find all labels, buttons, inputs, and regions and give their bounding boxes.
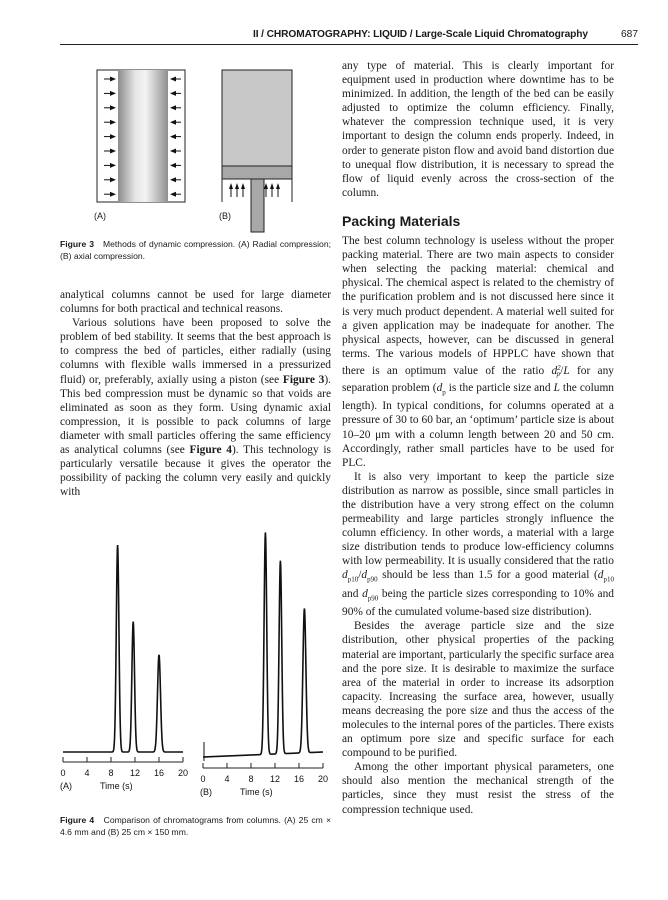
left-paragraph-2 [60,316,331,499]
x-tick-label: 16 [293,774,305,784]
figure-3-caption-label: Figure 3 [60,239,95,249]
figure-4-caption-text: Comparison of chromatograms from columns. (A) 25 cm × 4.6 mm and (B) 25 cm × 150 mm. [60,815,331,837]
chromatogram-panel-b [200,532,328,797]
x-tick-label: 12 [129,768,141,778]
section-heading-packing-materials: Packing Materials [342,212,461,229]
header-title: II / CHROMATOGRAPHY: LIQUID / Large-Scale Liquid Chromatography [252,29,588,40]
text-run: ). This bed compression must be dynamic so that voids are eliminated as soon as they form. Using dynamic axial compression, it is possible to pack columns of large diameter with small particles offering the same efficiency as analytical columns (see [60,373,331,457]
figure-3-caption [60,239,331,262]
arrow-up-icon [270,183,274,197]
panel-label: (A) [60,781,72,791]
right-column-text [342,59,614,817]
arrow-up-icon [235,183,239,197]
figure-3-panel-a-label: (A) [94,211,106,221]
chromatogram-panel-a [60,545,188,791]
x-tick-label: 16 [153,768,165,778]
figure-4-chromatograms [55,520,345,810]
figure-reference: Figure 4 [189,444,232,457]
x-tick-label: 20 [177,768,189,778]
figure-reference: Figure 3 [282,373,325,386]
figure-4-caption-label: Figure 4 [60,815,95,825]
chromatogram-trace [203,532,323,757]
x-tick-label: 4 [84,768,90,778]
x-tick-label: 12 [269,774,281,784]
chromatogram-trace [63,545,183,752]
left-paragraph-1: analytical columns cannot be used for large diameter columns for both practical and technical reasons. [60,289,331,316]
right-paragraph-4: Among the other important physical parameters, one should also mention the mechanical strength of the particles, since they must resist the stress of the compression technique used. [342,761,614,816]
right-intro-paragraph: any type of material. This is clearly important for equipment used in production where downtime has to be minimized. In addition, the length of the bed can be easily adjusted to optimize the column efficiency. Finally, whatever the compression technique used, it is very important to design the column ends properly. Indeed, in order to generate piston flow and avoid band distortion due to unequal flow distribution, it is necessary to spread the flow of liquid evenly across the cross-section of the column. [342,60,614,199]
right-paragraph-2: It is also very important to keep the particle size distribution as narrow as possible, since small particles in the distribution have a very strong effect on the column permeability and large particles strongly influence the column efficiency. In other words, a material with a large size distribution tends to produce low-efficiency columns with low permeability. It is usually considered that the ratio $d_{p10}/d_{p90}$ should be less than 1.5 for a good material ($d_{p10}$ and $d_{p90}$ being the particle sizes corresponding to 10% and 90% of the cumulated volume-based size distribution). [342,470,614,619]
running-header [60,28,638,45]
panel-label: (B) [200,787,212,797]
x-tick-label: 0 [60,768,66,778]
text-run: Various solutions have been proposed to solve the problem of bed stability. It seems that the best approach is to compress the bed of particles, either radially (using columns with flexible walls immersed in a pressurized fluid) or, preferably, axially using a piston (see [60,317,331,386]
arrow-up-icon [276,183,280,197]
piston-rod [251,179,264,232]
text-run: ). This technology is particularly versatile because it gives the operator the possibility of packing the column very easily and quickly with [60,444,331,499]
page-number: 687 [621,29,638,40]
figure-4-caption [60,815,331,838]
left-column-text [60,288,331,499]
figure-3-panel-b-label: (B) [219,211,231,221]
x-tick-label: 8 [248,774,254,784]
x-tick-label: 20 [317,774,329,784]
figure-3-caption-text: Methods of dynamic compression. (A) Radial compression; (B) axial compression. [60,239,331,261]
arrow-up-icon [229,183,233,197]
panel-a-radial-column [97,70,185,202]
x-axis-label: Time (s) [240,787,273,797]
x-tick-label: 4 [224,774,230,784]
right-paragraph-3: Besides the average particle size and the size distribution, other physical properties of the packing material are important, particularly the specific surface area and the pore size. It is desirable to maximize the surface area of the material in order to increase its adsorption capacity. Increasing the surface area, however, usually means decreasing the pore size and thus the access of the molecules to the internal pores of the particles. There exists an optimum pore size and specific surface for each compound to be purified. [342,620,614,760]
arrow-up-icon [241,183,245,197]
right-paragraph-1: The best column technology is useless without the proper packing material. There are two main aspects to consider when selecting the packing material: chemical and physical. The chemical aspect is related to the chemistry of the purification problem and is not discussed here since it is very much product dependent. A material well suited for a given application may be inadequate for another. The physical aspects, however, can be discussed in general terms. The various models of HPPLC have shown that there is an optimum value of the ratio $d^2p/L$ for any separation problem ($d_p$ is the particle size and L the column length). In typical conditions, for columns operated at a pressure of 30 to 60 bar, an ‘optimum’ particle size is about 10–20 μm with a column length between 20 and 50 cm. Accordingly, rather small particles have to be used for PLC. [342,235,614,469]
x-tick-label: 0 [200,774,206,784]
x-axis-label: Time (s) [100,781,133,791]
panel-b-axial-column [222,70,292,232]
x-tick-label: 8 [108,768,114,778]
arrow-up-icon [264,183,268,197]
